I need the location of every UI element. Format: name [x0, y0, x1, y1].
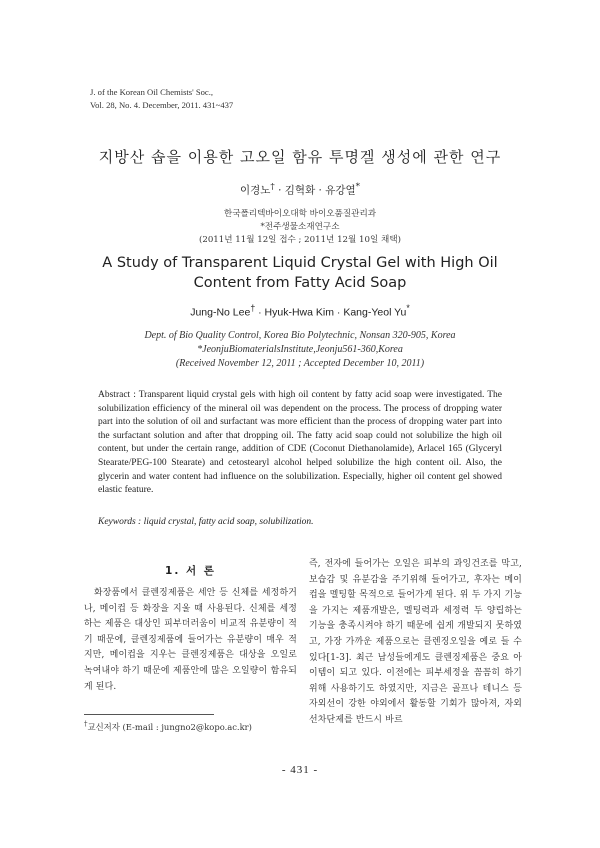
footnote-mark: † [84, 720, 88, 728]
dagger-mark: † [250, 303, 256, 313]
keywords [98, 517, 502, 527]
english-author-2: Hyuk-Hwa Kim [264, 306, 334, 319]
english-title-line-2: Content from Fatty Acid Soap [193, 275, 407, 291]
korean-title: 지방산 솝을 이용한 고오일 함유 투명겔 생성에 관한 연구 [98, 148, 502, 166]
body-column-right [309, 557, 522, 729]
author-separator: · [274, 184, 285, 197]
korean-affiliation-1: 한국폴리텍바이오대학 바이오품질관리과 [223, 209, 377, 219]
english-author-1: Jung-No Lee [190, 306, 251, 319]
english-affiliations [0, 329, 600, 371]
korean-affiliation-2: *전주생물소재연구소 [260, 222, 340, 232]
korean-authors [0, 182, 600, 198]
keywords-text: : liquid crystal, fatty acid soap, solubilization. [135, 517, 314, 527]
intro-paragraph-right: 즉, 전자에 들어가는 오일은 피부의 과잉건조를 막고, 보습감 및 유분감을 주기위해 들어가고, 후자는 메이컵을 멜팅할 목적으로 들어가게 된다. 위 두 가지 기능을 가지는 제품개발은, 멜팅력과 세정력 두 양립하는 기능을 충족시켜야 하기 때문에 쉽게 개발되지 못하였고, 가장 가까운 제품으로는 클렌징오일을 예로 들 수 있다[1-3]. 최근 남성들에게도 클렌징제품은 중요 아이템이 되고 있다. 이전에는 피부세정을 꼼꼼히 하기 위해 사용하기도 하였지만, 지금은 골프나 테니스 등 자외선이 강한 야외에서 활동할 기회가 많아져, 자외선차단제를 반드시 바르 [309, 559, 522, 725]
english-authors [0, 303, 600, 319]
star-mark: * [406, 303, 410, 313]
abstract-label: Abstract [98, 390, 131, 400]
page-number: - 431 - [281, 764, 319, 776]
korean-affiliations [0, 208, 600, 247]
english-title [0, 253, 600, 293]
english-author-3: Kang-Yeol Yu [343, 306, 407, 319]
english-title-line-1: A Study of Transparent Liquid Crystal Gel with High Oil [102, 255, 498, 271]
footnote [84, 720, 252, 733]
author-separator: · [315, 184, 326, 197]
korean-author-3: 유강열 [325, 184, 356, 197]
english-affiliation-2: *JeonjuBiomaterialsInstitute,Jeonju561-360,Korea [197, 344, 403, 355]
abstract [98, 389, 502, 498]
journal-volume: Vol. 28, No. 4. December, 2011. 431~437 [90, 100, 234, 110]
footnote-divider [84, 714, 214, 715]
journal-name: J. of the Korean Oil Chemists' Soc., [90, 87, 214, 97]
section-heading-introduction: 1. 서 론 [165, 565, 216, 577]
author-separator: · [333, 306, 344, 319]
english-affiliation-1: Dept. of Bio Quality Control, Korea Bio Polytechnic, Nonsan 320-905, Korea [144, 330, 456, 341]
keywords-label: Keywords [98, 517, 136, 527]
korean-received: (2011년 11월 12일 접수 ; 2011년 12월 10일 채택) [199, 235, 401, 245]
english-received: (Received November 12, 2011 ; Accepted December 10, 2011) [175, 358, 425, 369]
dagger-mark: † [270, 182, 275, 192]
abstract-text: : Transparent liquid crystal gels with high oil content by fatty acid soap were investigated. The solubilization efficiency of the mineral oil was dependent on the process. The process of dropping water part into the solution of oil and surfactant was more efficient than the process of dropping water part into the surfactant solution and after that dropping oil. The fatty acid soap could not solubilize the high oil content, but under the certain range, addition of CDE (Coconut Diethanolamide), Arlacel 165 (Glyceryl Stearate/PEG-100 Stearate) and cetostearyl alcohol helped solubilize the high content oil. Also, the glycerin and water content had influence on the solubilization. Especially, higher oil content gel showed elastic feature. [98, 390, 502, 496]
journal-header [90, 86, 233, 112]
intro-paragraph-left: 화장품에서 클렌징제품은 세안 등 신체를 세정하거나, 메이컵 등 화장을 지울 때 사용된다. 신체를 세정하는 제품은 대상인 피부더러움이 비교적 유분량이 적기 때문에, 클렌징제품에 들어가는 유분량이 매우 적지만, 메이컵을 지우는 클렌징제품은 대상을 오일로 녹여내야 하기 때문에 제품안에 많은 오일량이 함유되게 된다. [84, 588, 297, 692]
korean-author-1: 이경노 [239, 184, 271, 197]
author-separator: · [255, 306, 265, 319]
footnote-text: 교신저자 (E-mail : jungno2@kopo.ac.kr) [87, 721, 252, 732]
body-column-left [84, 586, 297, 695]
korean-author-2: 김혁화 [284, 184, 316, 197]
star-mark: * [355, 182, 361, 192]
